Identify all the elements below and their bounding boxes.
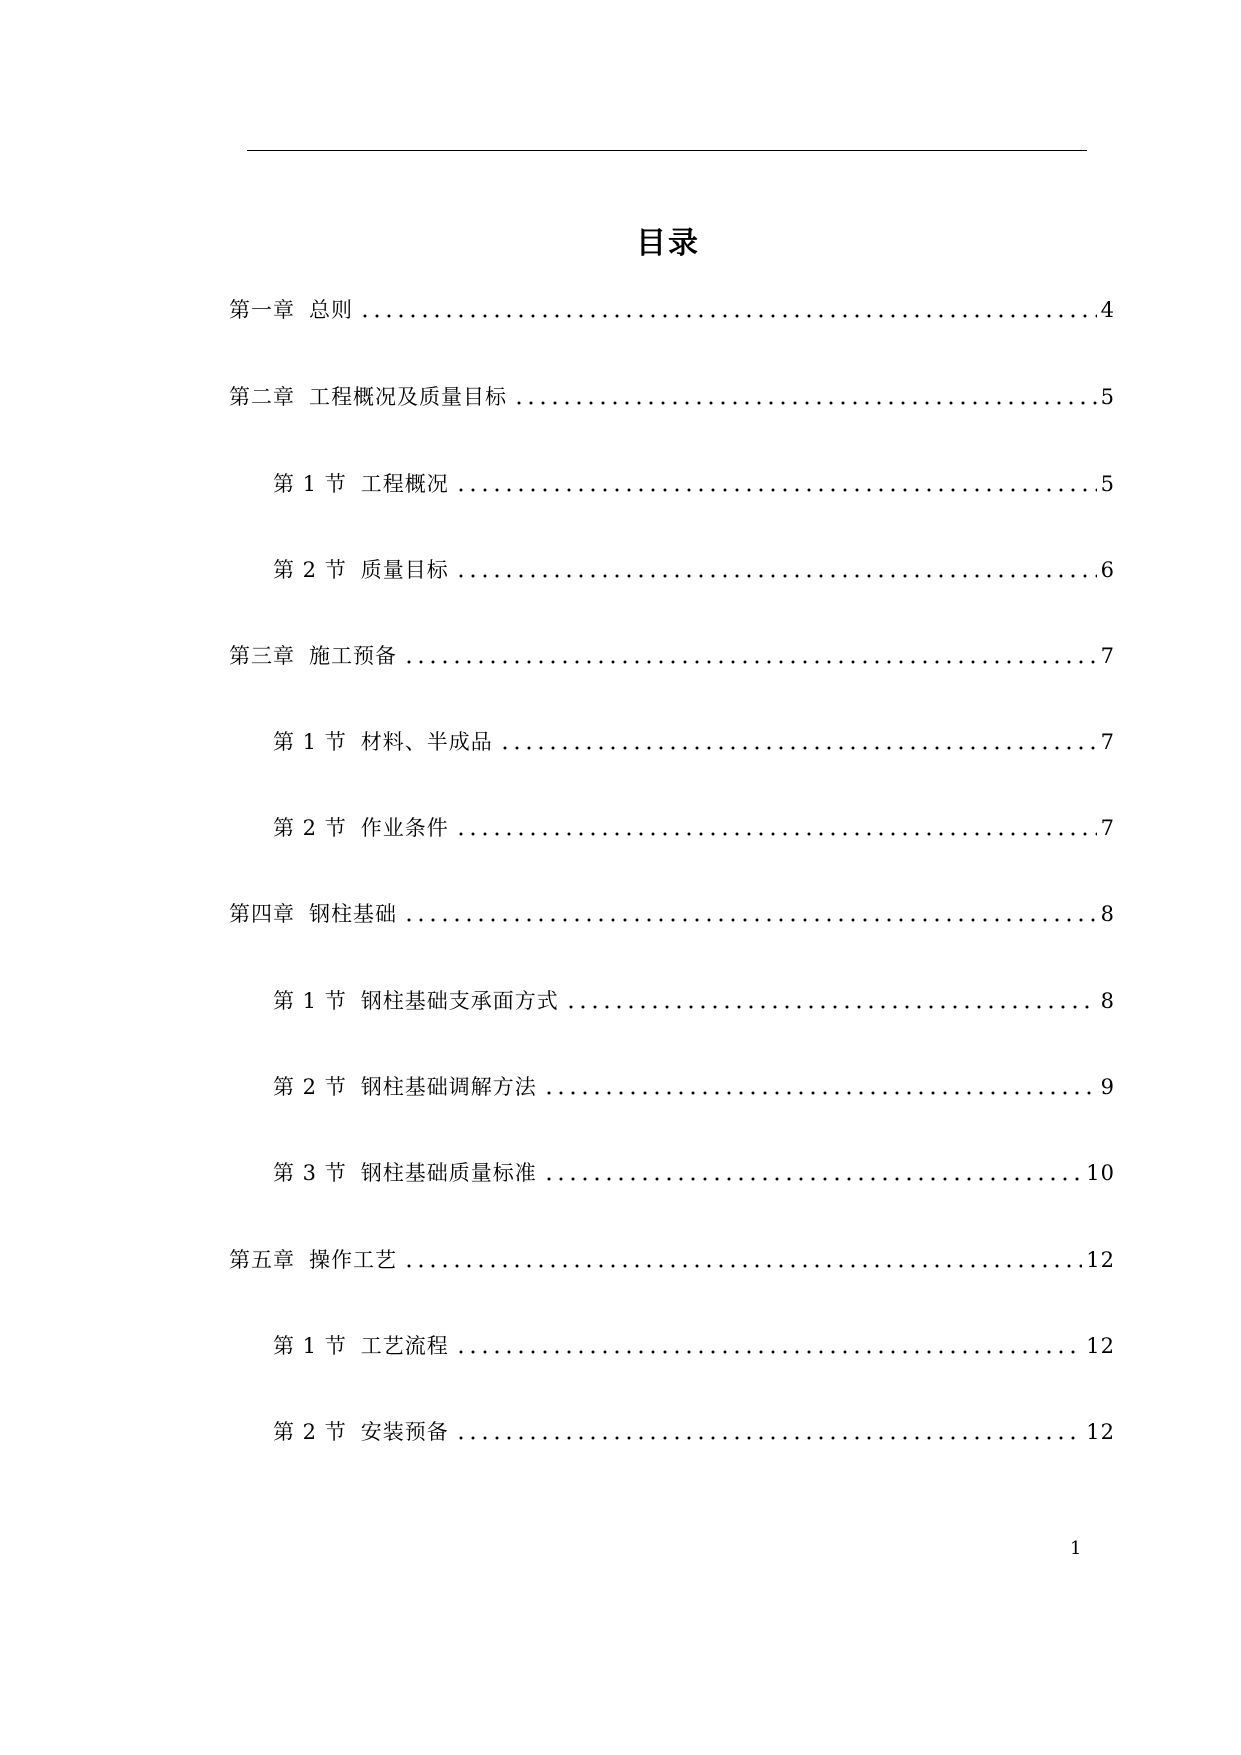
toc-entry-label (273, 1417, 449, 1447)
toc-entry-label (273, 1331, 449, 1361)
dot-leader (455, 1324, 1083, 1354)
toc-entry-page: 8 (1100, 989, 1115, 1013)
toc-entry-chapter-3-section-2[interactable] (273, 813, 1115, 843)
toc-entry-chapter-2[interactable] (229, 382, 1115, 412)
toc-entry-chapter-4[interactable] (229, 899, 1115, 929)
toc-entry-label (273, 469, 449, 499)
toc-entry-number: 第 1 节 (273, 472, 347, 496)
toc-entry-title: 工程概况及质量目标 (309, 385, 507, 409)
toc-entry-chapter-1[interactable] (229, 295, 1115, 325)
toc-entry-label (229, 382, 507, 412)
dot-leader (403, 634, 1097, 664)
toc-entry-number: 第四章 (229, 902, 295, 926)
toc-entry-page: 5 (1100, 472, 1115, 496)
toc-entry-title: 工艺流程 (360, 1334, 449, 1358)
dot-leader (543, 1151, 1083, 1181)
toc-entry-label (229, 899, 397, 929)
toc-entry-page: 7 (1100, 816, 1115, 840)
dot-leader (403, 892, 1097, 922)
toc-entry-number: 第 1 节 (273, 989, 347, 1013)
toc-entry-chapter-2-section-1[interactable] (273, 469, 1115, 499)
dot-leader (455, 548, 1097, 578)
toc-entry-title: 施工预备 (309, 644, 397, 668)
toc-entry-label (229, 641, 397, 671)
dot-leader (455, 806, 1097, 836)
toc-entry-number: 第 2 节 (273, 1420, 347, 1444)
dot-leader (565, 979, 1097, 1009)
toc-entry-page: 12 (1086, 1334, 1115, 1358)
toc-entry-page: 10 (1086, 1161, 1115, 1185)
toc-entry-chapter-5-section-2[interactable] (273, 1417, 1115, 1447)
toc-entry-title: 钢柱基础调解方法 (360, 1075, 537, 1099)
dot-leader (513, 375, 1097, 405)
toc-entry-label (273, 555, 449, 585)
toc-entry-label (273, 1158, 537, 1188)
toc-entry-number: 第 1 节 (273, 1334, 347, 1358)
toc-entry-page: 5 (1100, 385, 1115, 409)
dot-leader (403, 1238, 1082, 1268)
toc-entry-chapter-4-section-1[interactable] (273, 986, 1115, 1016)
toc-entry-label (229, 1245, 397, 1275)
toc-entry-label (273, 986, 559, 1016)
toc-entry-chapter-4-section-3[interactable] (273, 1158, 1115, 1188)
toc-entry-label (273, 813, 449, 843)
toc-entry-title: 钢柱基础质量标准 (360, 1161, 537, 1185)
page-number: 1 (1070, 1538, 1082, 1559)
toc-entry-title: 作业条件 (360, 816, 449, 840)
toc-entry-page: 12 (1086, 1248, 1115, 1272)
toc-entry-number: 第一章 (229, 298, 295, 322)
dot-leader (543, 1065, 1097, 1095)
toc-entry-number: 第 2 节 (273, 1075, 347, 1099)
toc-entry-chapter-5-section-1[interactable] (273, 1331, 1115, 1361)
toc-entry-chapter-3-section-1[interactable] (273, 727, 1115, 757)
toc-entry-title: 钢柱基础 (309, 902, 397, 926)
dot-leader (455, 1410, 1083, 1440)
toc-entry-title: 钢柱基础支承面方式 (360, 989, 559, 1013)
toc-entry-number: 第 2 节 (273, 816, 347, 840)
toc-entry-number: 第三章 (229, 644, 295, 668)
toc-entry-chapter-2-section-2[interactable] (273, 555, 1115, 585)
toc-entry-page: 8 (1100, 902, 1115, 926)
dot-leader (499, 720, 1097, 750)
toc-entry-page: 12 (1086, 1420, 1115, 1444)
toc-entry-chapter-3[interactable] (229, 641, 1115, 671)
toc-entry-chapter-5[interactable] (229, 1245, 1115, 1275)
toc-entry-title: 材料、半成品 (360, 730, 493, 754)
toc-entry-title: 安装预备 (360, 1420, 449, 1444)
toc-entry-title: 工程概况 (360, 472, 449, 496)
toc-entry-page: 7 (1100, 730, 1115, 754)
toc-entry-title: 质量目标 (360, 558, 449, 582)
dot-leader (359, 288, 1097, 318)
toc-entry-page: 9 (1100, 1075, 1115, 1099)
toc-entry-number: 第 1 节 (273, 730, 347, 754)
toc-entry-number: 第五章 (229, 1248, 295, 1272)
toc-entry-page: 7 (1100, 644, 1115, 668)
toc-entry-title: 操作工艺 (309, 1248, 397, 1272)
toc-title: 目录 (636, 226, 700, 262)
toc-entry-label (229, 295, 353, 325)
toc-entry-label (273, 1072, 537, 1102)
toc-entry-title: 总则 (309, 298, 353, 322)
toc-entry-label (273, 727, 493, 757)
toc-entry-page: 6 (1100, 558, 1115, 582)
toc-entry-number: 第 2 节 (273, 558, 347, 582)
toc-entry-number: 第 3 节 (273, 1161, 347, 1185)
toc-entry-page: 4 (1100, 298, 1115, 322)
toc-entry-chapter-4-section-2[interactable] (273, 1072, 1115, 1102)
toc-entry-number: 第二章 (229, 385, 295, 409)
dot-leader (455, 462, 1097, 492)
